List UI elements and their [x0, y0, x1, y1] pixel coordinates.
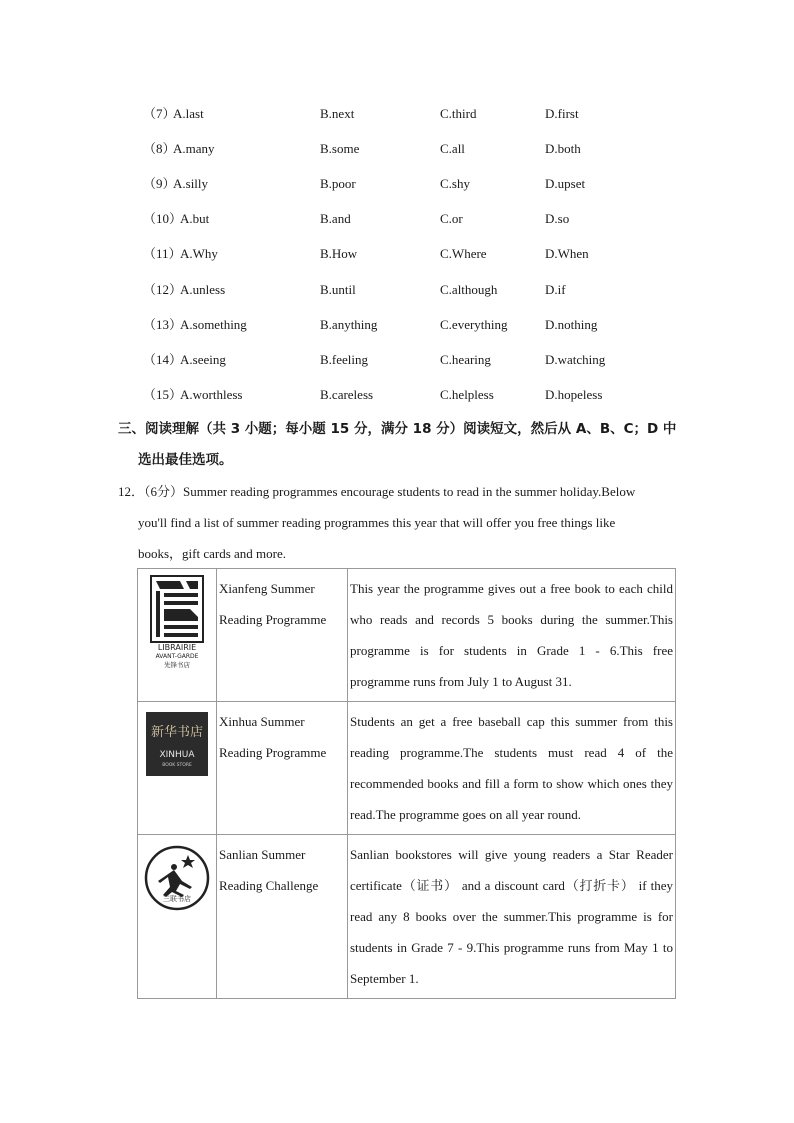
question-intro-line3: books，gift cards and more. — [138, 546, 287, 561]
option-b: B.careless — [320, 387, 374, 402]
programme-name-line1: Sanlian Summer — [219, 847, 306, 862]
table-row — [138, 835, 676, 999]
programme-description: This year the programme gives out a free book to each child who reads and records 5 books during the summer.This programme is for students in Grade 1 ‐ 6.This free programme runs from July 1 to August 31. — [348, 569, 676, 702]
programme-name-cell — [217, 835, 348, 999]
logo-text: 新华书店 — [150, 725, 204, 740]
option-d: D.watching — [545, 352, 606, 367]
programme-name-line2: Reading Programme — [219, 745, 327, 760]
option-b: B.until — [320, 282, 356, 297]
option-c: C.Where — [440, 246, 487, 261]
logo-cell — [138, 702, 217, 835]
logo-text: LIBRAIRIE — [157, 643, 197, 652]
option-row — [0, 209, 794, 229]
question-number: （10） — [143, 211, 183, 226]
question-number: （14） — [143, 352, 183, 367]
option-c: C.third — [440, 106, 477, 121]
option-row — [0, 104, 794, 124]
programmes-table — [137, 568, 676, 999]
option-b: B.and — [320, 211, 351, 226]
question-number: （12） — [143, 282, 183, 297]
programme-name-line2: Reading Programme — [219, 612, 327, 627]
option-b: B.poor — [320, 176, 356, 191]
programme-description: Students an get a free baseball cap this summer from this reading programme.The students must read 4 of the recommended books and fill a form to show which ones they read.The programme goes on all year round. — [348, 702, 676, 835]
option-b: B.some — [320, 141, 360, 156]
logo-cell — [138, 835, 217, 999]
programme-name-line1: Xinhua Summer — [219, 714, 305, 729]
question-intro — [118, 476, 674, 569]
question-intro-line1: 12．（6分）Summer reading programmes encourage students to read in the summer holiday.Below — [118, 484, 636, 499]
librairie-avant-garde-logo-icon — [150, 575, 204, 670]
option-a: A.but — [180, 211, 210, 226]
logo-text: 三联书店 — [163, 895, 191, 903]
option-row — [0, 174, 794, 194]
option-a: A.many — [173, 141, 215, 156]
programme-description: Sanlian bookstores will give young readers a Star Reader certificate（证书） and a discount card（打折卡） if they read any 8 books over the summer.This programme is for students in Grade 7 ‐ 9.This programme runs from May 1 to September 1. — [348, 835, 676, 999]
option-d: D.both — [545, 141, 581, 156]
option-row — [0, 244, 794, 264]
option-b: B.anything — [320, 317, 378, 332]
option-c: C.all — [440, 141, 465, 156]
question-number: （7） — [143, 106, 176, 121]
question-number: （13） — [143, 317, 183, 332]
option-a: A.last — [173, 106, 204, 121]
programme-name-line1: Xianfeng Summer — [219, 581, 315, 596]
logo-text: BOOK STORE — [162, 763, 192, 768]
question-number: （8） — [143, 141, 176, 156]
option-b: B.How — [320, 246, 358, 261]
option-d: D.hopeless — [545, 387, 603, 402]
question-intro-line2: you'll find a list of summer reading programmes this year that will offer you free things like — [138, 515, 616, 530]
option-a: A.seeing — [180, 352, 226, 367]
option-d: D.so — [545, 211, 570, 226]
option-d: D.nothing — [545, 317, 598, 332]
option-row — [0, 139, 794, 159]
option-a: A.Why — [180, 246, 218, 261]
sanlian-bookstore-logo-icon — [144, 845, 210, 911]
option-a: A.silly — [173, 176, 209, 191]
table-row — [138, 569, 676, 702]
option-c: C.although — [440, 282, 498, 297]
option-d: D.When — [545, 246, 589, 261]
option-c: C.hearing — [440, 352, 491, 367]
option-d: D.upset — [545, 176, 586, 191]
option-d: D.if — [545, 282, 566, 297]
option-row — [0, 385, 794, 405]
option-c: C.helpless — [440, 387, 494, 402]
table-row — [138, 702, 676, 835]
option-b: B.feeling — [320, 352, 369, 367]
xinhua-bookstore-logo-icon — [146, 712, 208, 776]
section-heading-line2: 选出最佳选项。 — [138, 452, 233, 468]
option-row — [0, 280, 794, 300]
option-c: C.shy — [440, 176, 470, 191]
option-a: A.worthless — [180, 387, 243, 402]
section-heading-line1: 三、阅读理解（共 3 小题；每小题 15 分，满分 18 分）阅读短文，然后从 A、B、C；D 中 — [118, 421, 677, 437]
logo-text: AVANT-GARDE — [155, 653, 199, 660]
option-c: C.or — [440, 211, 463, 226]
programme-name-cell — [217, 569, 348, 702]
programme-name-line2: Reading Challenge — [219, 878, 319, 893]
logo-cell — [138, 569, 217, 702]
option-b: B.next — [320, 106, 355, 121]
option-row — [0, 315, 794, 335]
logo-text: 先锋书店 — [164, 661, 190, 669]
question-number: （9） — [143, 176, 176, 191]
question-number: （15） — [143, 387, 183, 402]
programme-name-cell — [217, 702, 348, 835]
question-number: （11） — [143, 246, 182, 261]
option-c: C.everything — [440, 317, 508, 332]
logo-text: XINHUA — [159, 750, 195, 760]
option-row — [0, 350, 794, 370]
option-d: D.first — [545, 106, 579, 121]
option-a: A.unless — [180, 282, 226, 297]
section-heading — [118, 414, 680, 476]
option-a: A.something — [180, 317, 247, 332]
